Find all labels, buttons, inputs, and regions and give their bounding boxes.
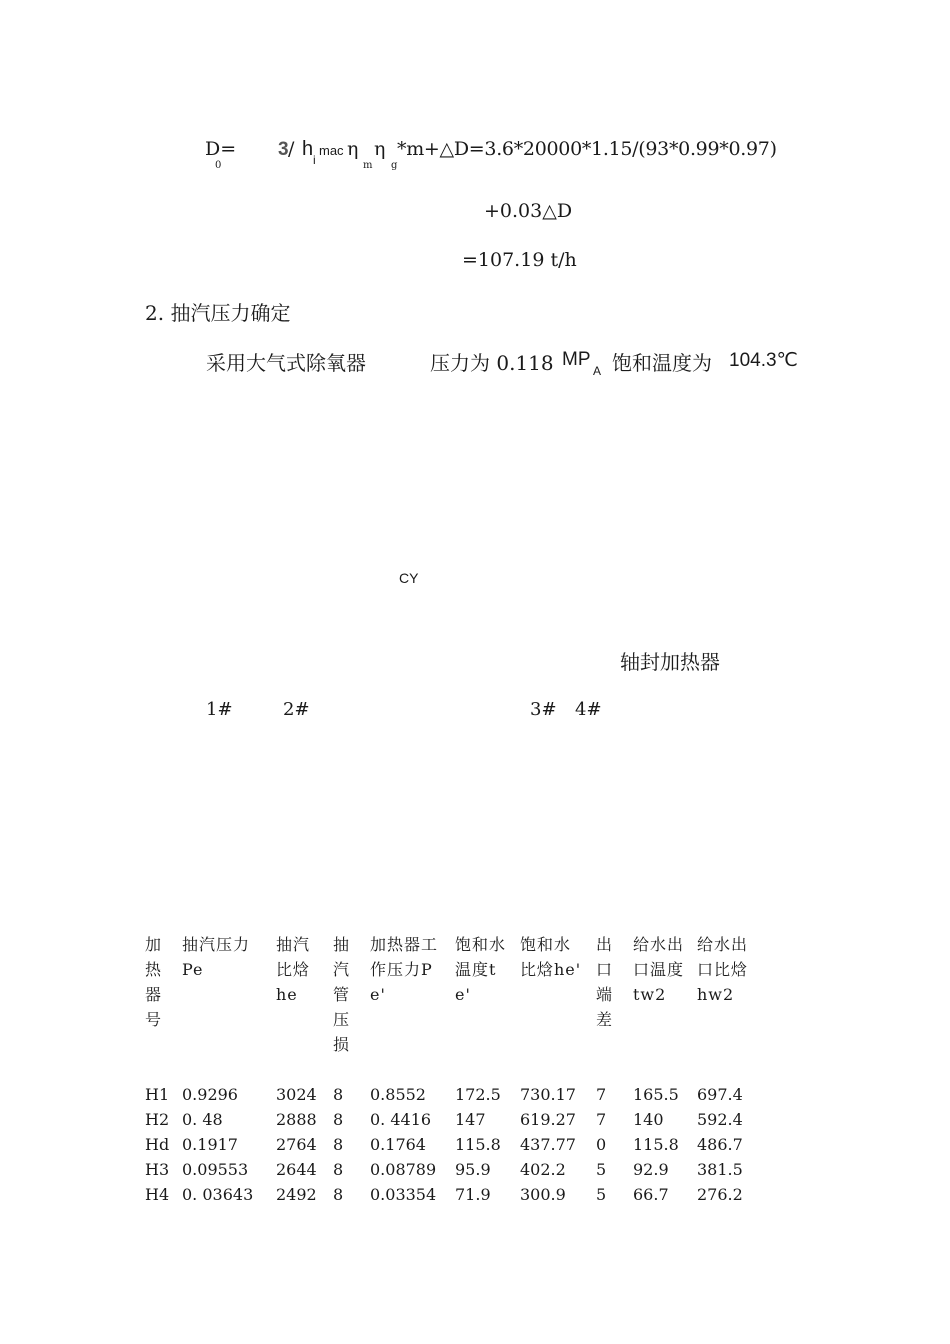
cell-working-pressure: 0.1764 [370,1135,426,1154]
saturation-value: 104.3℃ [729,350,798,371]
cell-saturated-temp: 115.8 [455,1135,501,1154]
cell-extraction-pressure: 0.9296 [182,1085,238,1104]
cell-extraction-enthalpy: 3024 [276,1085,317,1104]
cell-saturated-temp: 172.5 [455,1085,501,1104]
cell-extraction-enthalpy: 2888 [276,1110,317,1129]
cell-heater-no: H4 [145,1185,170,1204]
table-header-saturated-water-enthalpy: 饱和水比焓he' [520,935,582,979]
formula-three: 3 [278,139,289,160]
formula-D-subscript: 0 [215,160,222,171]
cell-saturated-temp: 95.9 [455,1160,491,1179]
table-header-extraction-enthalpy: 抽汽比焓he [276,935,311,1004]
cell-terminal-diff: 0 [596,1135,607,1154]
saturation-text: 饱和温度为 [612,351,712,375]
table-header-saturated-water-temp: 饱和水温度te' [455,935,507,1004]
cell-terminal-diff: 7 [596,1110,607,1129]
formula-slash: / [288,138,295,160]
table-header-heater-working-pressure: 加热器工作压力Pe' [370,935,439,1004]
table-header-feedwater-outlet-enthalpy: 给水出口比焓hw2 [697,935,749,1004]
cell-saturated-temp: 147 [455,1110,486,1129]
cell-saturated-temp: 71.9 [455,1185,491,1204]
label-seal-heater: 轴封加热器 [620,650,720,674]
cell-extraction-pressure: 0.09553 [182,1160,249,1179]
cell-extraction-pressure: 0. 03643 [182,1185,254,1204]
cell-working-pressure: 0. 4416 [370,1110,432,1129]
cell-feedwater-temp: 92.9 [633,1160,669,1179]
label-heater-1: 1# [206,699,233,720]
cell-extraction-pressure: 0. 48 [182,1110,223,1129]
formula-rhs: *m+△D=3.6*20000*1.15/(93*0.99*0.97) [397,138,777,160]
cell-saturated-enthalpy: 437.77 [520,1135,576,1154]
cell-saturated-enthalpy: 619.27 [520,1110,576,1129]
cell-terminal-diff: 7 [596,1085,607,1104]
table-header-extraction-pressure: 抽汽压力Pe [182,935,251,979]
cell-feedwater-enthalpy: 381.5 [697,1160,743,1179]
cell-feedwater-temp: 115.8 [633,1135,679,1154]
label-cy: CY [399,570,419,586]
cell-feedwater-enthalpy: 697.4 [697,1085,743,1104]
cell-feedwater-enthalpy: 592.4 [697,1110,743,1129]
cell-working-pressure: 0.03354 [370,1185,437,1204]
cell-terminal-diff: 5 [596,1160,607,1179]
cell-feedwater-temp: 140 [633,1110,664,1129]
cell-saturated-enthalpy: 300.9 [520,1185,566,1204]
cell-pipe-loss: 8 [333,1160,344,1179]
cell-pipe-loss: 8 [333,1135,344,1154]
cell-feedwater-temp: 66.7 [633,1185,669,1204]
pressure-unit: MP [562,349,591,370]
cell-terminal-diff: 5 [596,1185,607,1204]
formula-mac: mac [319,143,344,158]
formula-h: h [302,138,314,160]
cell-heater-no: H1 [145,1085,170,1104]
cell-extraction-enthalpy: 2492 [276,1185,317,1204]
cell-extraction-enthalpy: 2644 [276,1160,317,1179]
table-header-feedwater-outlet-temp: 给水出口温度tw2 [633,935,685,1004]
cell-pipe-loss: 8 [333,1110,344,1129]
cell-heater-no: Hd [145,1135,170,1154]
cell-feedwater-temp: 165.5 [633,1085,679,1104]
label-heater-4: 4# [575,699,602,720]
pressure-unit-sub: A [593,364,602,378]
cell-heater-no: H2 [145,1110,170,1129]
cell-pipe-loss: 8 [333,1185,344,1204]
formula-h-sub-i: i [313,153,316,167]
cell-saturated-enthalpy: 402.2 [520,1160,566,1179]
table-header-pipe-pressure-loss: 抽汽管压损 [333,935,351,1054]
formula-line3: =107.19 t/h [462,249,577,271]
cell-feedwater-enthalpy: 486.7 [697,1135,743,1154]
formula-eta-m-sub: m [363,160,373,171]
cell-feedwater-enthalpy: 276.2 [697,1185,743,1204]
formula-eta-g-sub: g [391,160,398,171]
table-header-heater-no: 加热器号 [145,935,163,1029]
formula-eta-g: η [374,138,386,160]
table-header-outlet-terminal-diff: 出口端差 [596,935,614,1029]
formula-eta-m: η [347,138,359,160]
deaerator-text: 采用大气式除氧器 [206,351,366,375]
formula-D: D [205,138,221,160]
formula-eq: = [220,138,237,160]
cell-extraction-pressure: 0.1917 [182,1135,238,1154]
section-heading: 2. 抽汽压力确定 [145,301,291,325]
cell-saturated-enthalpy: 730.17 [520,1085,576,1104]
label-heater-2: 2# [283,699,310,720]
pressure-text: 压力为 0.118 [430,351,554,375]
cell-working-pressure: 0.08789 [370,1160,437,1179]
cell-working-pressure: 0.8552 [370,1085,426,1104]
label-heater-3: 3# [530,699,557,720]
formula-lhs [205,138,236,160]
cell-extraction-enthalpy: 2764 [276,1135,317,1154]
cell-pipe-loss: 8 [333,1085,344,1104]
formula-line2: +0.03△D [484,200,573,222]
cell-heater-no: H3 [145,1160,170,1179]
